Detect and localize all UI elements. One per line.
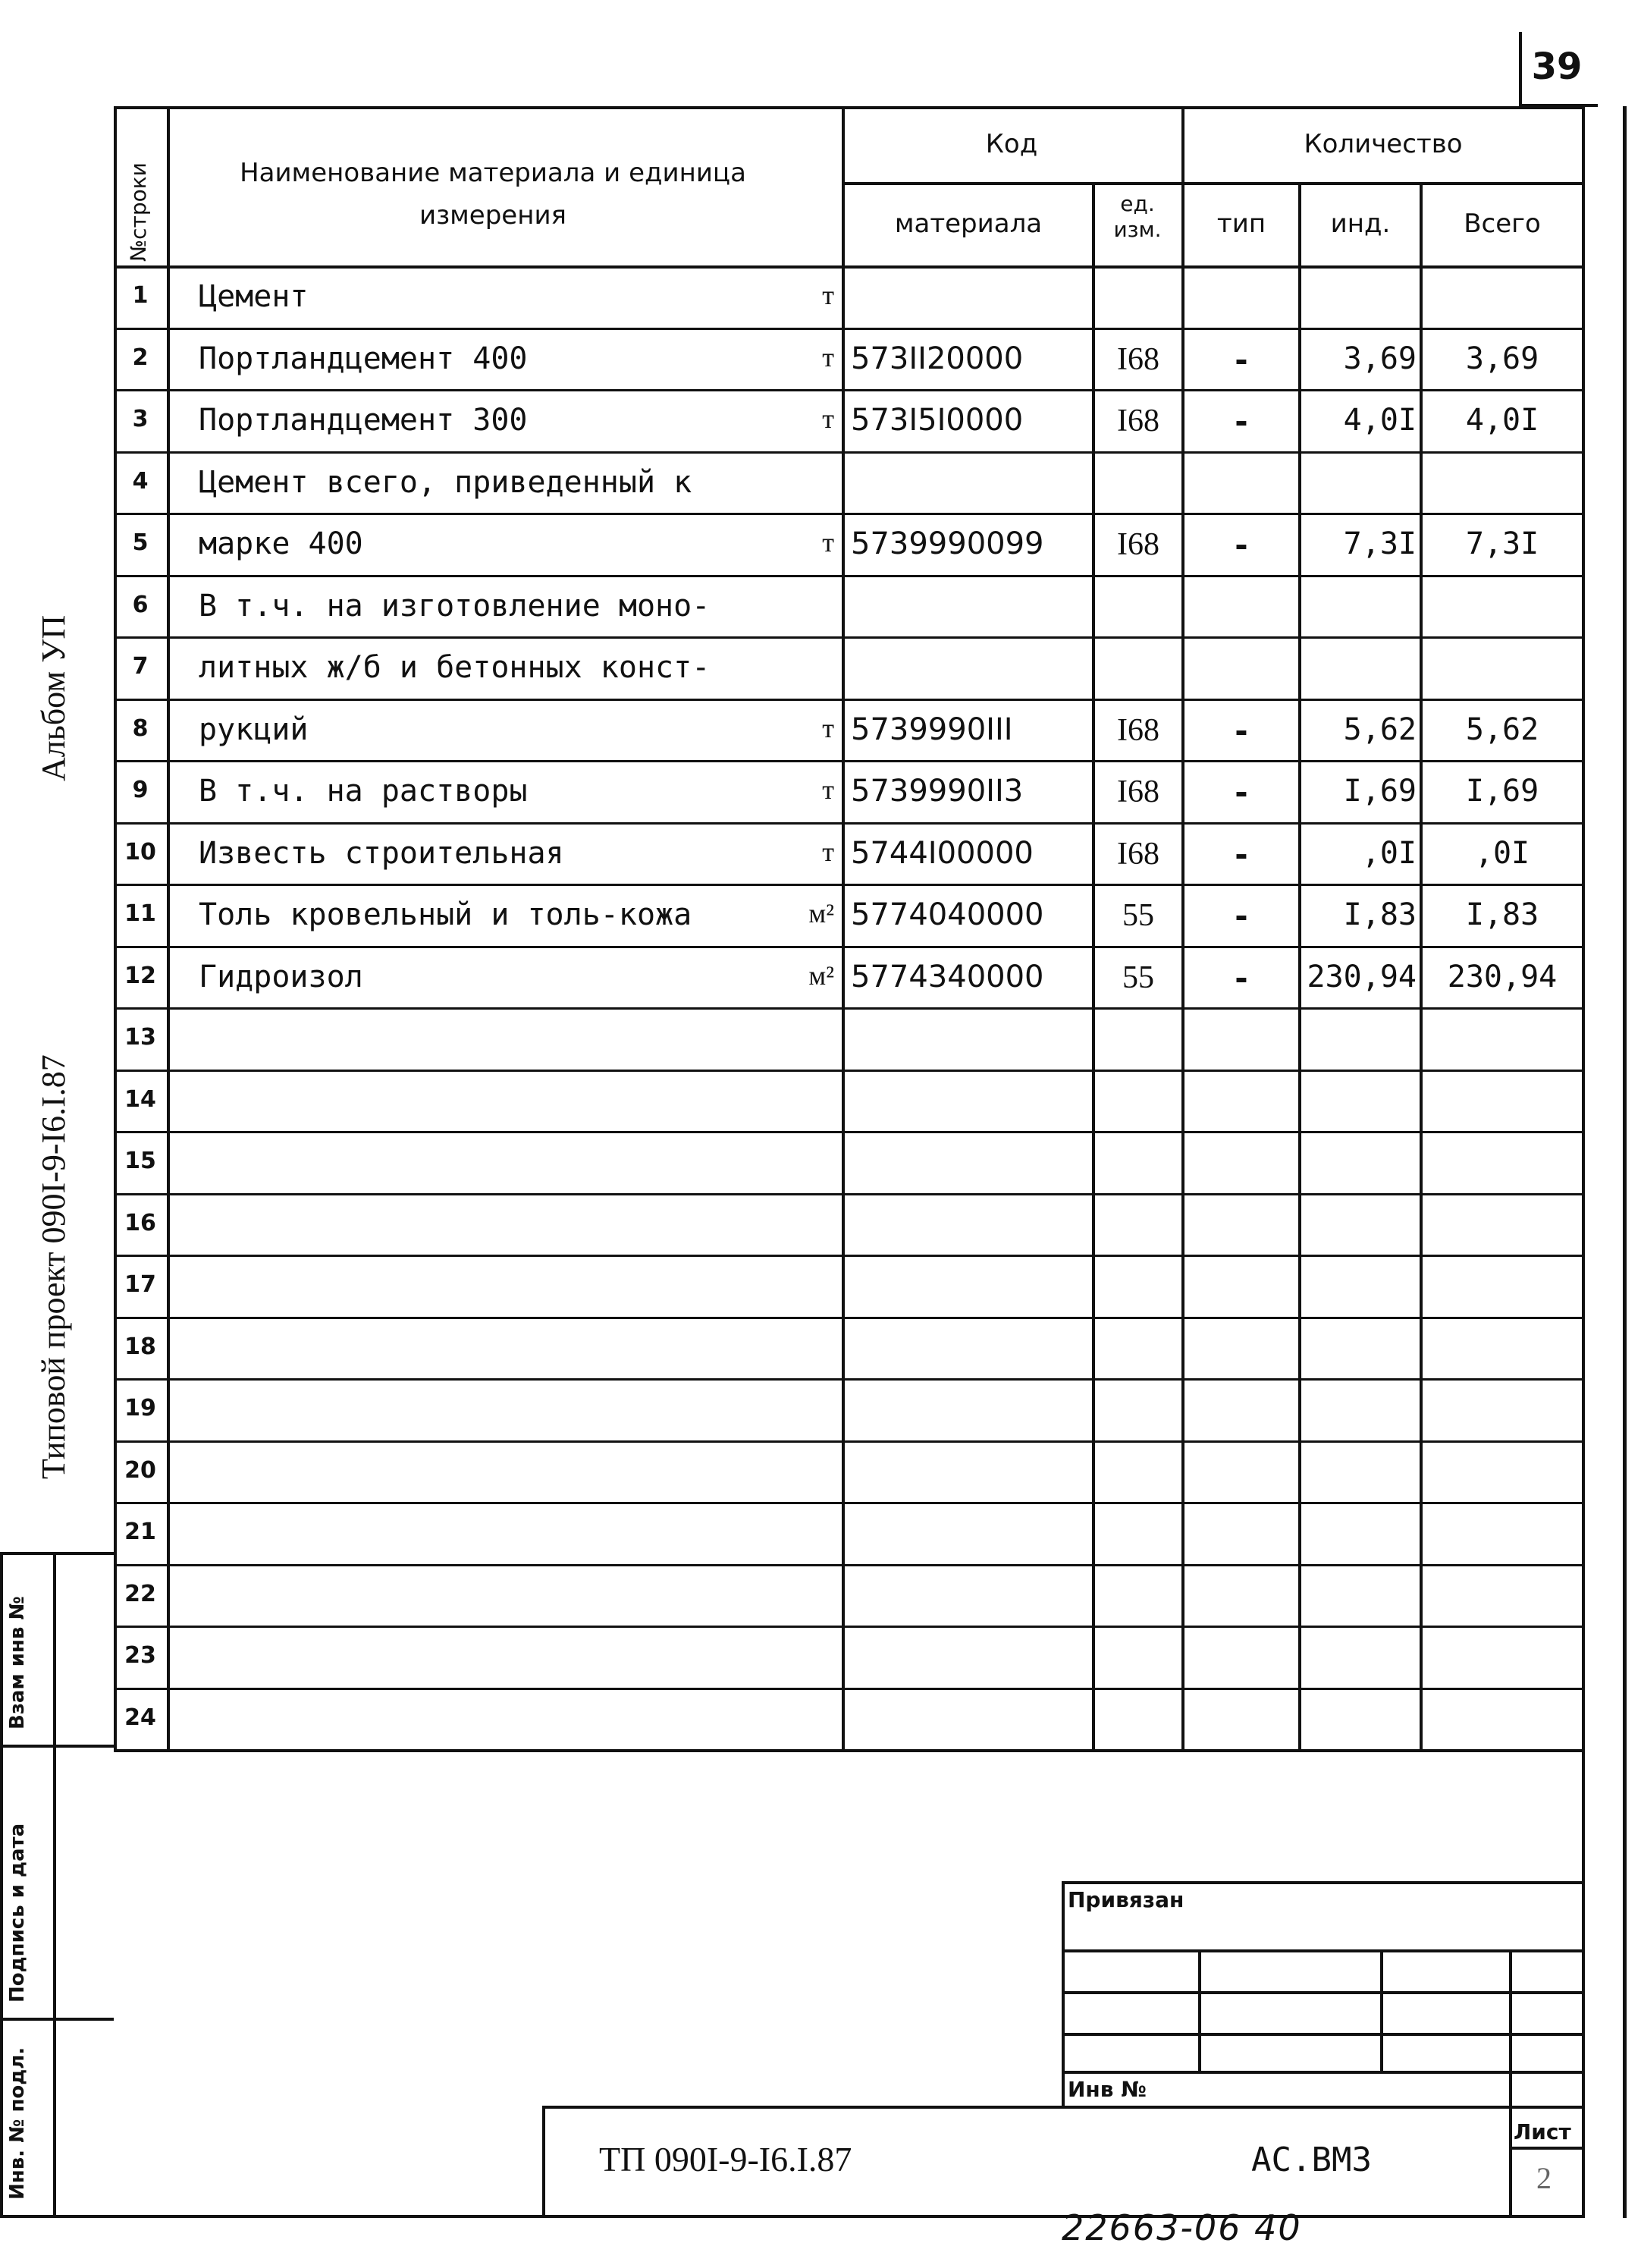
material-name: В т.ч. на изготовление моно- xyxy=(199,589,711,624)
unit-code: I68 xyxy=(1117,713,1159,748)
material-unit: т xyxy=(822,774,834,805)
table-row xyxy=(114,389,1585,451)
qty-ind: 4,0I xyxy=(1343,403,1417,438)
unit-code: I68 xyxy=(1117,837,1159,872)
table-row xyxy=(114,513,1585,575)
material-name: Толь кровельный и толь-кожа xyxy=(199,897,692,932)
qty-type: - xyxy=(1235,774,1248,811)
row-number: 11 xyxy=(124,900,156,927)
row-number: 19 xyxy=(124,1395,156,1421)
unit-code: I68 xyxy=(1117,774,1159,809)
table-row xyxy=(114,760,1585,822)
material-name: Цемент всего, приведенный к xyxy=(199,465,692,500)
row-number: 13 xyxy=(124,1024,156,1051)
row-number: 10 xyxy=(124,839,156,865)
qty-total: I,83 xyxy=(1465,897,1539,932)
qty-ind: ,0I xyxy=(1361,836,1417,871)
table-row xyxy=(114,1502,1585,1564)
material-name: Портландцемент 400 xyxy=(199,341,528,376)
table-row xyxy=(114,1070,1585,1132)
qty-ind: I,69 xyxy=(1343,774,1417,809)
table-row xyxy=(114,699,1585,761)
header-code-unit: ед. изм. xyxy=(1113,191,1162,242)
table-row xyxy=(114,946,1585,1008)
row-number: 3 xyxy=(132,406,149,432)
stamp-doc-code: ТП 090I-9-I6.I.87 xyxy=(599,2140,852,2178)
header-qty-group: Количество xyxy=(1304,129,1463,159)
table-row xyxy=(114,1131,1585,1193)
qty-type: - xyxy=(1235,341,1248,379)
qty-total: 230,94 xyxy=(1447,960,1558,994)
table-row xyxy=(114,1193,1585,1255)
row-number: 15 xyxy=(124,1148,156,1174)
unit-code: 55 xyxy=(1122,960,1154,995)
table-row xyxy=(114,1564,1585,1626)
material-code: 5739990II3 xyxy=(851,774,1024,809)
table-row xyxy=(114,575,1585,637)
row-number: 7 xyxy=(132,653,149,680)
qty-ind: 5,62 xyxy=(1343,712,1417,747)
material-name: Известь строительная xyxy=(199,836,564,871)
material-code: 573I5I0000 xyxy=(851,403,1024,438)
table-row xyxy=(114,636,1585,699)
row-number: 18 xyxy=(124,1333,156,1360)
row-number: 5 xyxy=(132,529,149,556)
material-name: В т.ч. на растворы xyxy=(199,774,528,809)
qty-type: - xyxy=(1235,403,1248,440)
row-number: 6 xyxy=(132,592,149,618)
header-qty-total: Всего xyxy=(1464,209,1541,239)
material-unit: м² xyxy=(808,960,834,991)
qty-type: - xyxy=(1235,836,1248,873)
table-row xyxy=(114,1255,1585,1317)
material-code: 5774040000 xyxy=(851,897,1044,932)
qty-total: 3,69 xyxy=(1465,341,1539,376)
material-code: 5739990III xyxy=(851,712,1013,747)
table-row xyxy=(114,451,1585,514)
material-unit: т xyxy=(822,837,834,867)
row-number: 4 xyxy=(132,468,149,495)
qty-ind: 230,94 xyxy=(1307,960,1417,994)
stamp-sheet-value: 2 xyxy=(1536,2161,1552,2195)
qty-ind: 7,3I xyxy=(1343,526,1417,561)
header-name: Наименование материала и единица измерения xyxy=(240,158,746,231)
qty-total: 4,0I xyxy=(1465,403,1539,438)
material-name: рукций xyxy=(199,712,309,747)
material-name: Портландцемент 300 xyxy=(199,403,528,438)
table-row xyxy=(114,884,1585,946)
qty-total: 7,3I xyxy=(1465,526,1539,561)
row-number: 16 xyxy=(124,1210,156,1236)
unit-code: 55 xyxy=(1122,898,1154,933)
stamp-sheet-label: Лист xyxy=(1514,2119,1571,2144)
table-row xyxy=(114,1688,1585,1750)
qty-total: ,0I xyxy=(1474,836,1530,871)
row-number: 23 xyxy=(124,1642,156,1669)
project-label: Типовой проект 090I-9-I6.I.87 xyxy=(35,1054,72,1479)
material-name: Гидроизол xyxy=(199,960,363,994)
table-row xyxy=(114,1440,1585,1503)
qty-type: - xyxy=(1235,526,1248,564)
material-unit: т xyxy=(822,280,834,310)
material-unit: т xyxy=(822,342,834,372)
table-row xyxy=(114,1317,1585,1379)
material-unit: м² xyxy=(808,898,834,928)
row-number: 24 xyxy=(124,1704,156,1731)
table-row xyxy=(114,265,1585,328)
row-number: 17 xyxy=(124,1271,156,1298)
stamp-inv-no: Инв № xyxy=(1068,2077,1147,2102)
material-code: 5744I00000 xyxy=(851,836,1034,871)
unit-code: I68 xyxy=(1117,342,1159,377)
header-row-no: №строки xyxy=(126,162,151,262)
stamp-doc-mark: АС.ВМЗ xyxy=(1251,2141,1372,2179)
stamp-privyazan: Привязан xyxy=(1068,1887,1184,1912)
row-number: 8 xyxy=(132,715,149,742)
page-number: 39 xyxy=(1531,46,1583,88)
qty-total: I,69 xyxy=(1465,774,1539,809)
row-number: 12 xyxy=(124,963,156,989)
header-qty-type: тип xyxy=(1216,209,1266,239)
album-label: Альбом УП xyxy=(35,614,72,781)
header-qty-ind: инд. xyxy=(1330,209,1391,239)
header-code-material: материала xyxy=(894,209,1043,239)
qty-type: - xyxy=(1235,897,1248,935)
header-code-group: Код xyxy=(985,129,1038,159)
stamp-label-podpis: Подпись и дата xyxy=(6,1823,29,2003)
table-row xyxy=(114,1007,1585,1070)
material-name: марке 400 xyxy=(199,526,363,561)
materials-table xyxy=(114,106,1585,1752)
unit-code: I68 xyxy=(1117,404,1159,438)
table-row xyxy=(114,822,1585,884)
material-unit: т xyxy=(822,713,834,743)
material-code: 573II20000 xyxy=(851,341,1024,376)
table-row xyxy=(114,1378,1585,1440)
row-number: 2 xyxy=(132,344,149,371)
stamp-label-inv-podl: Инв. № подл. xyxy=(6,2047,29,2200)
row-number: 21 xyxy=(124,1519,156,1545)
material-code: 5774340000 xyxy=(851,960,1044,994)
row-number: 20 xyxy=(124,1457,156,1484)
footer-code: 22663-06 40 xyxy=(1062,2207,1302,2248)
qty-type: - xyxy=(1235,960,1248,997)
material-name: литных ж/б и бетонных конст- xyxy=(199,650,711,685)
qty-type: - xyxy=(1235,712,1248,749)
row-number: 14 xyxy=(124,1086,156,1113)
unit-code: I68 xyxy=(1117,527,1159,562)
row-number: 1 xyxy=(132,282,149,309)
qty-total: 5,62 xyxy=(1465,712,1539,747)
qty-ind: 3,69 xyxy=(1343,341,1417,376)
stamp-label-vzam: Взам инв № xyxy=(6,1596,29,1729)
table-row xyxy=(114,328,1585,390)
row-number: 22 xyxy=(124,1581,156,1607)
table-row xyxy=(114,1626,1585,1688)
row-number: 9 xyxy=(132,777,149,803)
material-unit: т xyxy=(822,527,834,558)
qty-ind: I,83 xyxy=(1343,897,1417,932)
material-code: 5739990099 xyxy=(851,526,1044,561)
material-name: Цемент xyxy=(199,279,309,314)
material-unit: т xyxy=(822,404,834,434)
